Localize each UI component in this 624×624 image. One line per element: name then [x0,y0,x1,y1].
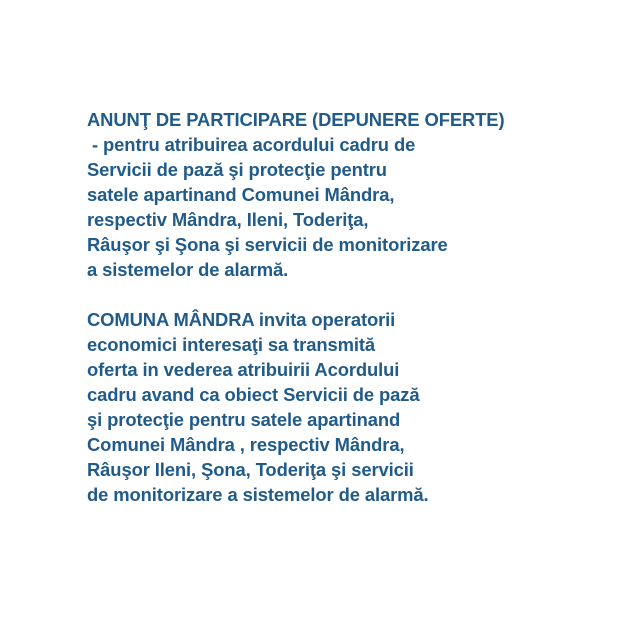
title-line: ANUNŢ DE PARTICIPARE (DEPUNERE OFERTE) [87,109,505,130]
body-line: Comunei Mândra , respectiv Mândra, [87,434,405,455]
body-line: COMUNA MÂNDRA invita operatorii [87,309,396,330]
title-line: respectiv Mândra, Ileni, Toderiţa, [87,209,369,230]
body-line: de monitorizare a sistemelor de alarmă. [87,484,429,505]
body-line: economici interesaţi sa transmită [87,334,375,355]
title-line: satele apartinand Comunei Mândra, [87,184,395,205]
body-line: şi protecţie pentru satele apartinand [87,409,401,430]
body-line: oferta in vederea atribuirii Acordului [87,359,400,380]
title-line: - pentru atribuirea acordului cadru de [87,134,416,155]
announcement [87,107,587,507]
body-line: cadru avand ca obiect Servicii de pază [87,384,420,405]
title-line: Servicii de pază şi protecţie pentru [87,159,387,180]
announcement-body [87,307,587,507]
announcement-title [87,107,587,282]
title-line: a sistemelor de alarmă. [87,259,289,280]
body-line: Râuşor Ileni, Şona, Toderiţa şi servicii [87,459,414,480]
title-line: Râuşor şi Şona şi servicii de monitorizare [87,234,448,255]
